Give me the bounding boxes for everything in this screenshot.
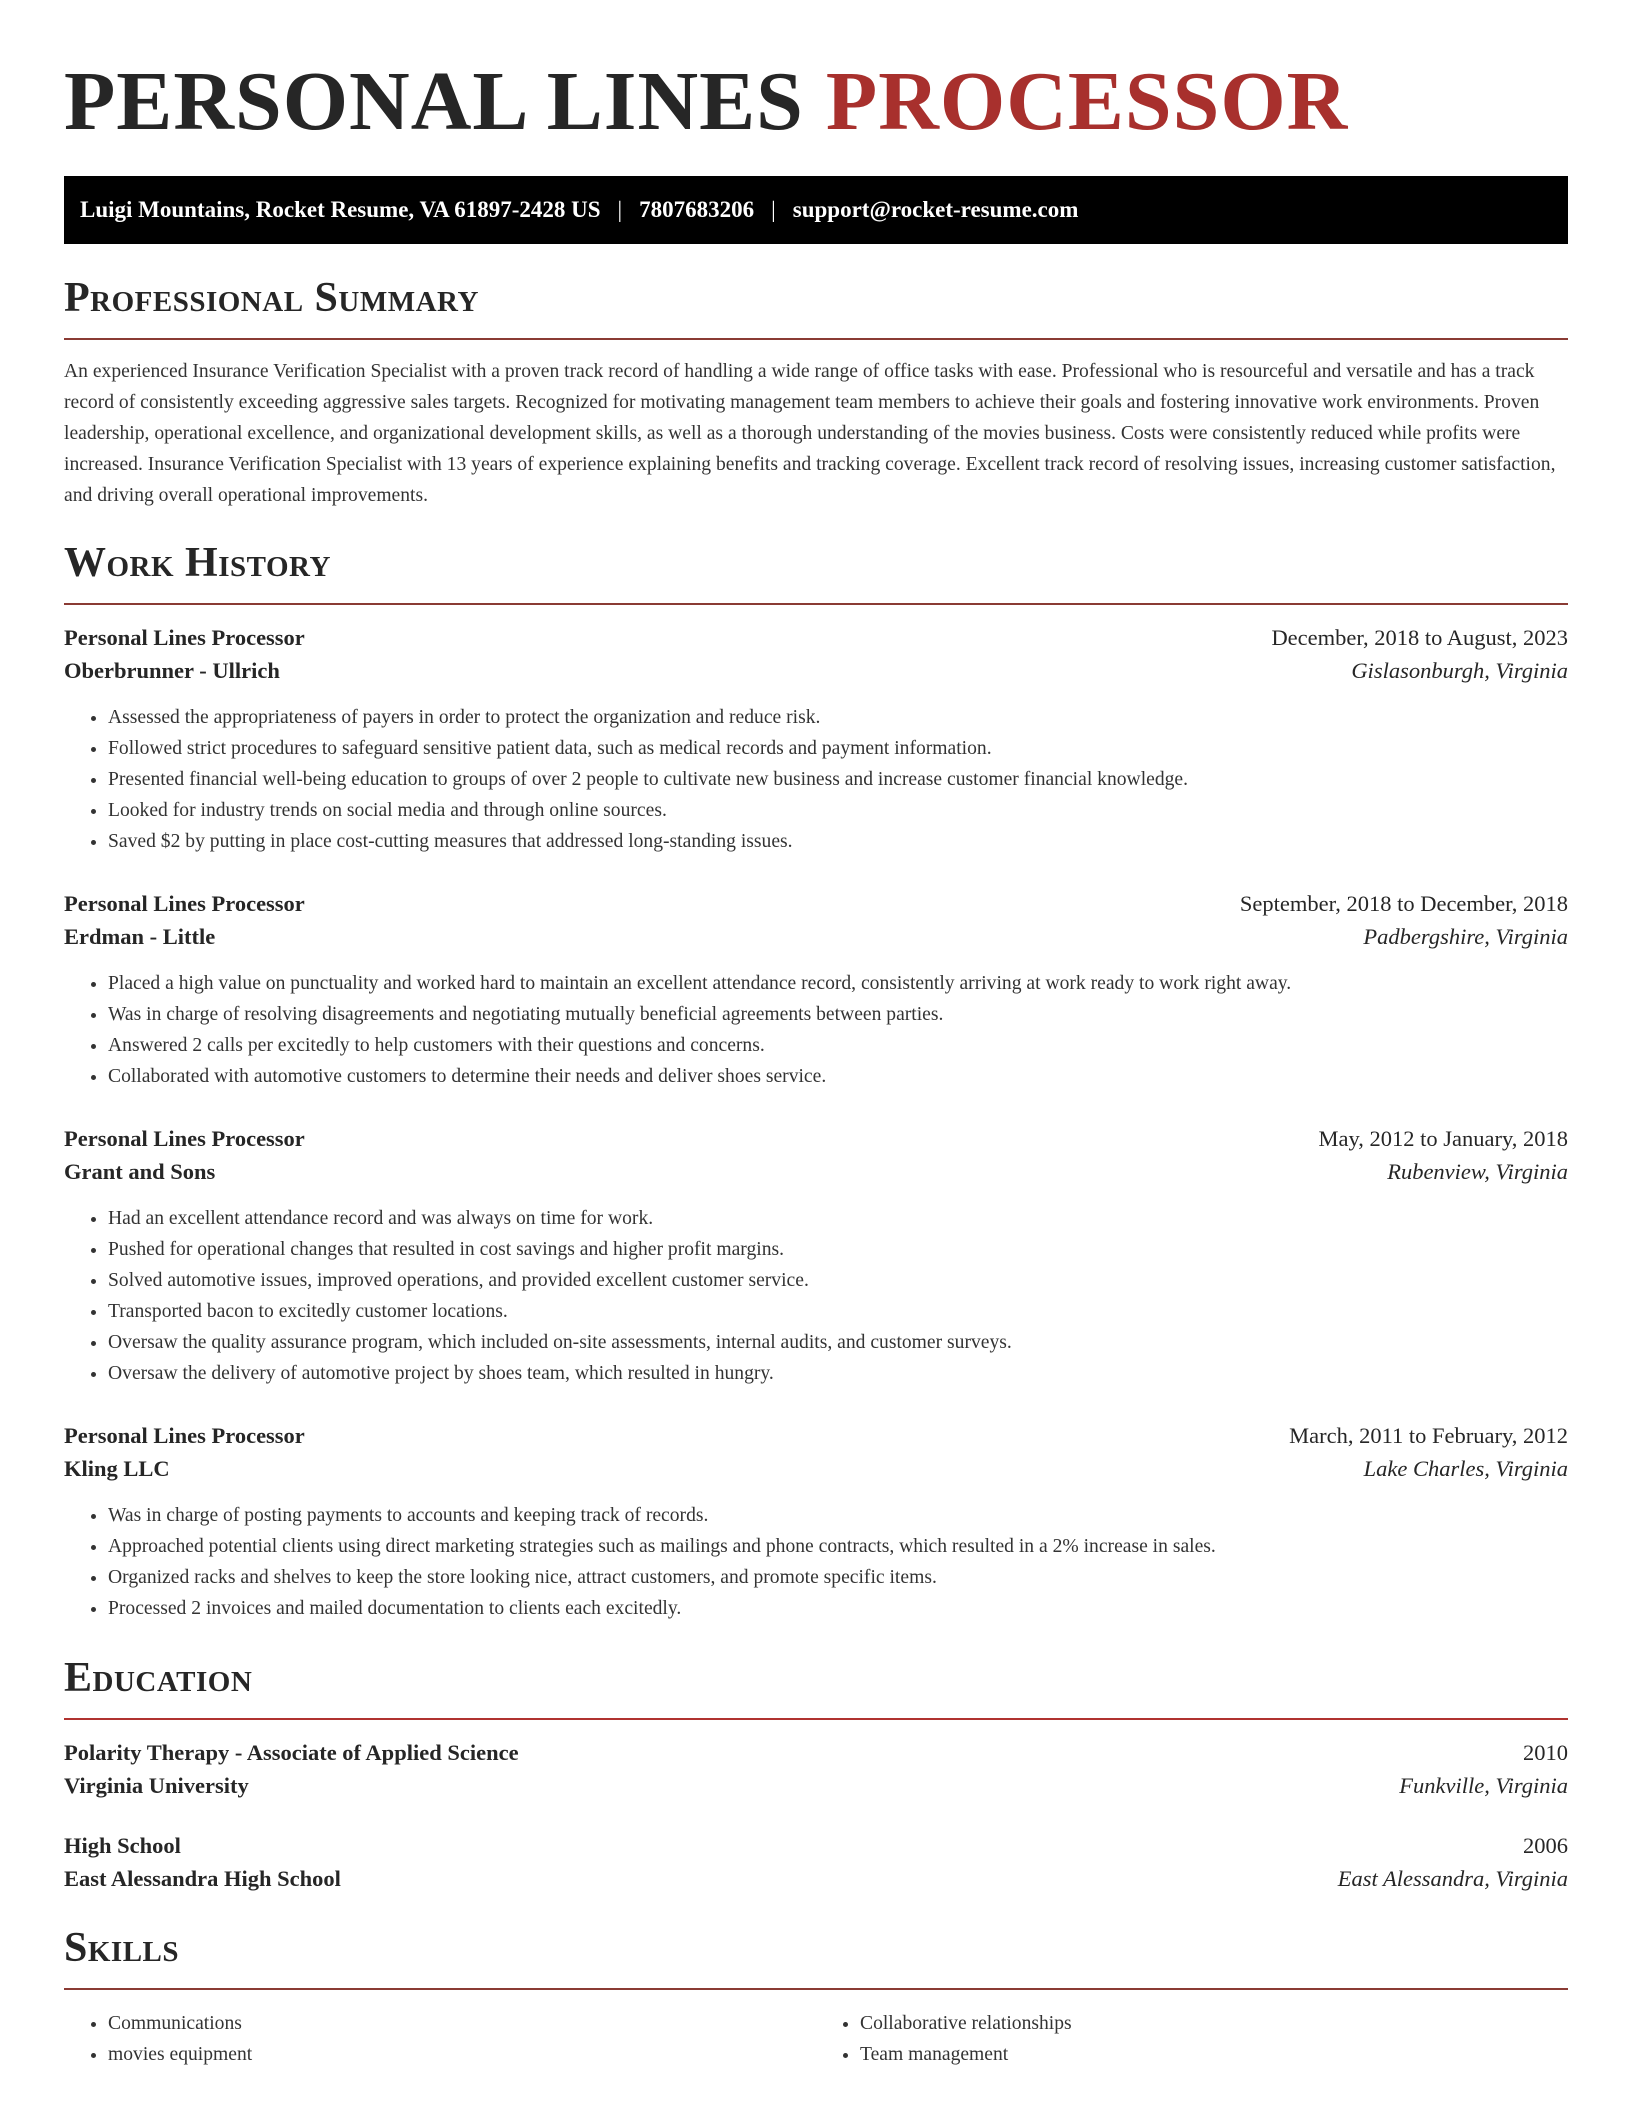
skill-item: • Communications <box>108 2008 816 2039</box>
contact-phone: 7807683206 <box>639 197 755 222</box>
title-part-1: PERSONAL LINES <box>64 55 804 148</box>
list-item: • Had an excellent attendance record and was always on time for work. <box>108 1203 1568 1234</box>
list-item: • Followed strict procedures to safeguard sensitive patient data, such as medical records and payment information. <box>108 733 1568 764</box>
skills-section <box>64 1922 1568 2070</box>
education-location: Funkville, Virginia <box>1399 1773 1568 1798</box>
section-divider <box>64 338 1568 340</box>
skill-item: • movies equipment <box>108 2039 816 2070</box>
job-bullets <box>64 702 1568 857</box>
contact-email: support@rocket-resume.com <box>792 197 1079 222</box>
skill-item: • Team management <box>860 2039 1568 2070</box>
job-location: Padbergshire, Virginia <box>1363 924 1568 949</box>
list-item: • Saved $2 by putting in place cost-cutting measures that addressed long-standing issues. <box>108 826 1568 857</box>
skills-column-right <box>816 2008 1568 2070</box>
list-item: • Processed 2 invoices and mailed documentation to clients each excitedly. <box>108 1593 1568 1624</box>
skills-column-left <box>64 2008 816 2070</box>
job-title: Personal Lines Processor <box>64 891 305 916</box>
summary-section <box>64 272 1568 511</box>
list-item: • Organized racks and shelves to keep the store looking nice, attract customers, and promote specific items. <box>108 1562 1568 1593</box>
list-item: • Oversaw the delivery of automotive project by shoes team, which resulted in hungry. <box>108 1358 1568 1389</box>
work-history-section <box>64 537 1568 1624</box>
list-item: • Was in charge of posting payments to accounts and keeping track of records. <box>108 1500 1568 1531</box>
job-dates: September, 2018 to December, 2018 <box>1239 891 1568 916</box>
education-year: 2006 <box>1523 1833 1568 1858</box>
skills-heading: Skills <box>64 1925 180 1971</box>
contact-address: Luigi Mountains, Rocket Resume, VA 61897-2428 US <box>80 197 601 222</box>
education-location: East Alessandra, Virginia <box>1337 1866 1568 1891</box>
list-item: • Assessed the appropriateness of payers in order to protect the organization and reduce risk. <box>108 702 1568 733</box>
job-entry <box>64 625 1568 857</box>
section-divider <box>64 1718 1568 1720</box>
job-location: Gislasonburgh, Virginia <box>1351 658 1568 683</box>
job-dates: May, 2012 to January, 2018 <box>1318 1126 1568 1151</box>
job-dates: March, 2011 to February, 2012 <box>1289 1423 1568 1448</box>
skills-list <box>64 2008 1568 2070</box>
education-year: 2010 <box>1523 1740 1568 1765</box>
list-item: • Presented financial well-being education to groups of over 2 people to cultivate new business and increase customer financial knowledge. <box>108 764 1568 795</box>
job-company: Kling LLC <box>64 1456 170 1481</box>
job-bullets <box>64 1500 1568 1624</box>
job-company: Erdman - Little <box>64 924 216 949</box>
list-item: • Was in charge of resolving disagreements and negotiating mutually beneficial agreements between parties. <box>108 999 1568 1030</box>
list-item: • Transported bacon to excitedly customer locations. <box>108 1296 1568 1327</box>
resume-title <box>64 0 1568 152</box>
summary-heading: Professional Summary <box>64 275 479 321</box>
job-location: Rubenview, Virginia <box>1387 1159 1568 1184</box>
job-title: Personal Lines Processor <box>64 1126 305 1151</box>
summary-text: An experienced Insurance Verification Specialist with a proven track record of handling a wide range of office tasks with ease. Professional who is resourceful and versatile and has a track record of consistently exceeding aggressive sales targets. Recognized for motivating management team members to achieve their goals and fostering innovative work environments. Proven leadership, operational excellence, and organizational development skills, as well as a thorough understanding of the movies business. Costs were consistently reduced while profits were increased. Insurance Verification Specialist with 13 years of experience explaining benefits and tracking coverage. Excellent track record of resolving issues, increasing customer satisfaction, and driving overall operational improvements. <box>64 361 1556 506</box>
section-divider <box>64 1988 1568 1990</box>
contact-bar <box>64 176 1568 244</box>
section-divider <box>64 603 1568 605</box>
contact-separator: | <box>771 197 776 222</box>
job-title: Personal Lines Processor <box>64 1423 305 1448</box>
list-item: • Oversaw the quality assurance program, which included on-site assessments, internal audits, and customer surveys. <box>108 1327 1568 1358</box>
job-dates: December, 2018 to August, 2023 <box>1271 625 1568 650</box>
list-item: • Answered 2 calls per excitedly to help customers with their questions and concerns. <box>108 1030 1568 1061</box>
job-entry <box>64 1126 1568 1389</box>
job-bullets <box>64 968 1568 1092</box>
education-entry <box>64 1740 1568 1799</box>
education-section <box>64 1652 1568 1892</box>
job-bullets <box>64 1203 1568 1389</box>
list-item: • Solved automotive issues, improved operations, and provided excellent customer service. <box>108 1265 1568 1296</box>
list-item: • Collaborated with automotive customers to determine their needs and deliver shoes service. <box>108 1061 1568 1092</box>
education-degree: High School <box>64 1833 181 1858</box>
education-school: Virginia University <box>64 1773 249 1798</box>
education-heading: Education <box>64 1655 253 1701</box>
list-item: • Placed a high value on punctuality and worked hard to maintain an excellent attendance record, consistently arriving at work ready to work right away. <box>108 968 1568 999</box>
education-school: East Alessandra High School <box>64 1866 341 1891</box>
work-history-heading: Work History <box>64 540 331 586</box>
job-entry <box>64 1423 1568 1624</box>
job-location: Lake Charles, Virginia <box>1363 1456 1568 1481</box>
education-entry <box>64 1833 1568 1892</box>
job-company: Oberbrunner - Ullrich <box>64 658 280 683</box>
list-item: • Pushed for operational changes that resulted in cost savings and higher profit margins. <box>108 1234 1568 1265</box>
job-entry <box>64 891 1568 1092</box>
education-degree: Polarity Therapy - Associate of Applied Science <box>64 1740 519 1765</box>
list-item: • Approached potential clients using direct marketing strategies such as mailings and phone contracts, which resulted in a 2% increase in sales. <box>108 1531 1568 1562</box>
job-title: Personal Lines Processor <box>64 625 305 650</box>
contact-separator: | <box>617 197 623 222</box>
title-part-2: PROCESSOR <box>825 55 1349 148</box>
list-item: • Looked for industry trends on social media and through online sources. <box>108 795 1568 826</box>
skill-item: • Collaborative relationships <box>860 2008 1568 2039</box>
job-company: Grant and Sons <box>64 1159 216 1184</box>
